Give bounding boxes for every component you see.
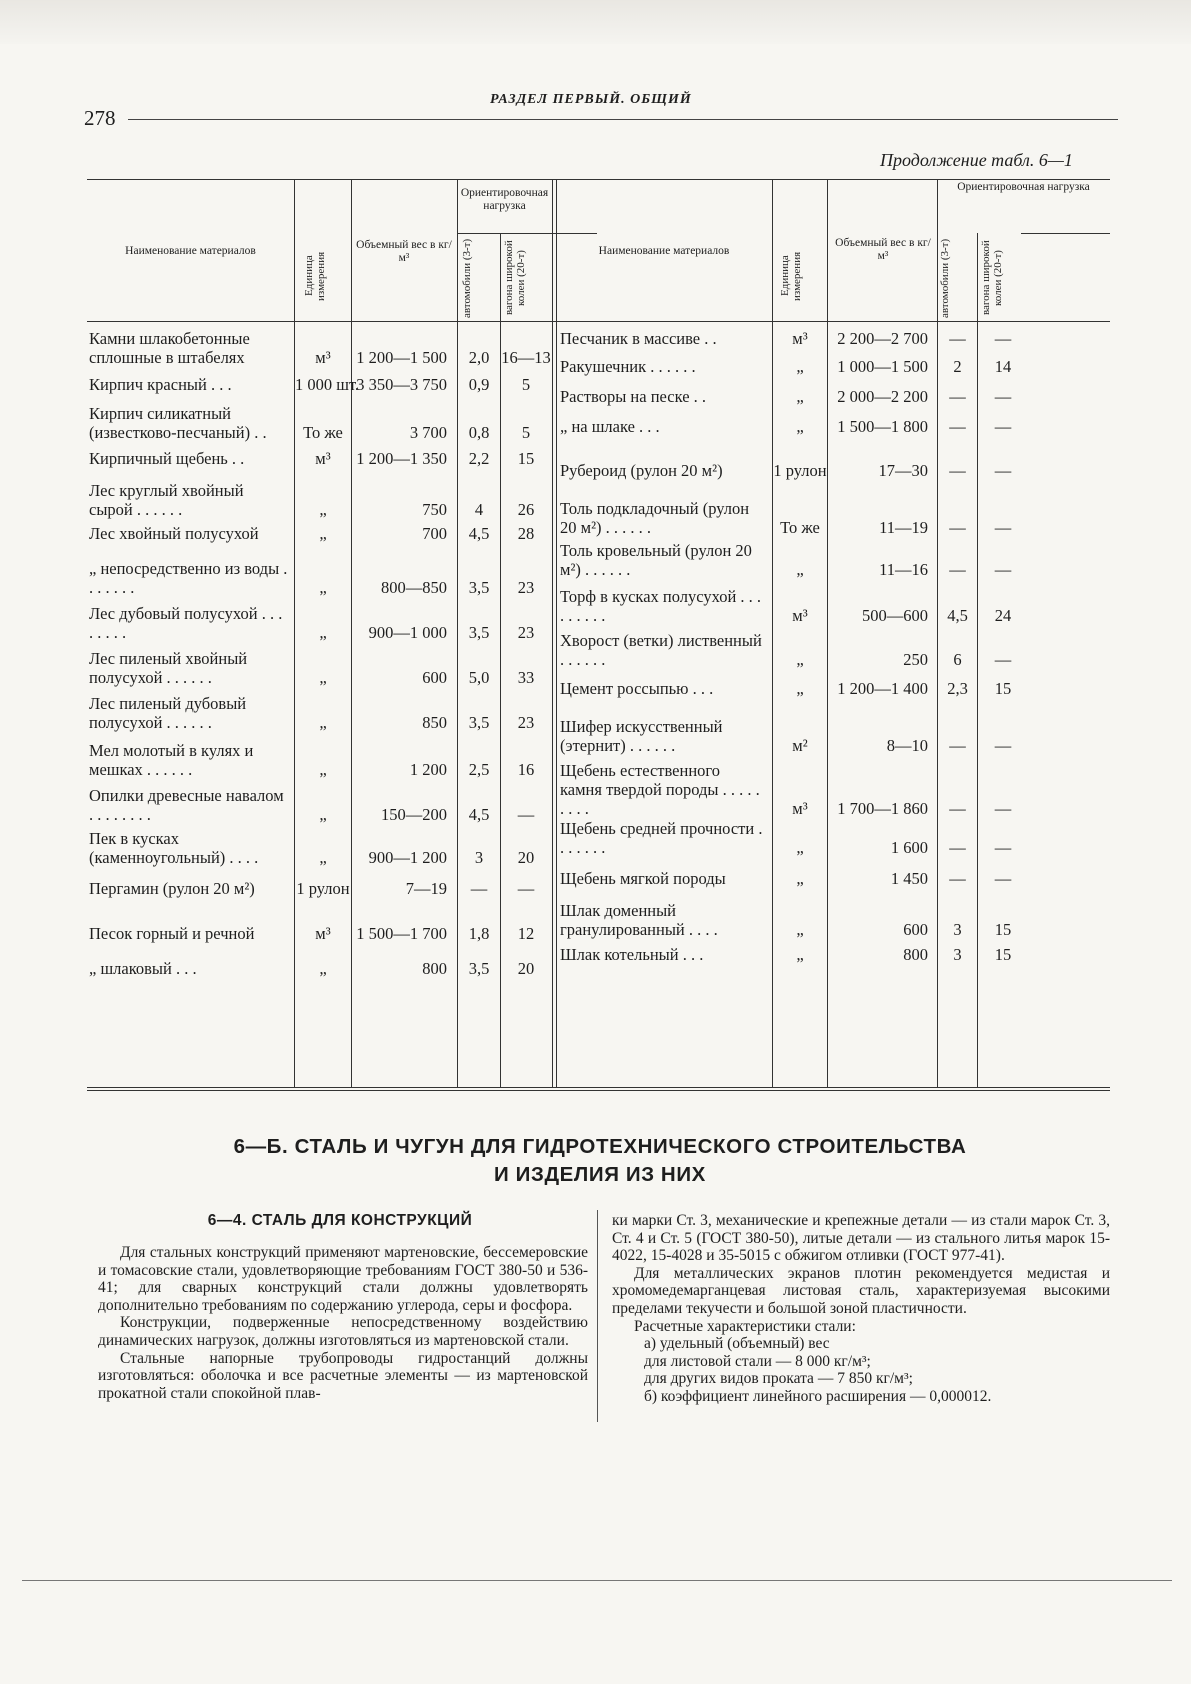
cell-auto: 2,5 bbox=[468, 760, 490, 779]
paragraph: для листовой стали — 8 000 кг/м³; bbox=[644, 1352, 871, 1370]
scan-edge-shadow bbox=[0, 0, 1191, 44]
cell-wagon: — bbox=[994, 329, 1012, 348]
cell-name: Лес пиленый хвойный полусухой . . . . . . bbox=[89, 649, 248, 687]
cell-unit: „ bbox=[796, 357, 804, 376]
cell-weight: 1 450 bbox=[890, 869, 928, 888]
cell-unit: „ bbox=[796, 560, 804, 579]
header-auto: автомобили (3-т) bbox=[461, 238, 473, 318]
cell-unit: „ bbox=[796, 417, 804, 436]
cell-wagon: 16 bbox=[517, 760, 535, 779]
cell-unit: „ bbox=[319, 668, 327, 687]
cell-wagon: 23 bbox=[517, 623, 535, 642]
cell-wagon: 23 bbox=[517, 713, 535, 732]
cell-name: Лес пиленый дубовый полусухой . . . . . . bbox=[89, 694, 247, 732]
cell-unit: м³ bbox=[315, 348, 331, 367]
cell-weight: 1 200—1 400 bbox=[837, 679, 928, 698]
cell-weight: 3 350—3 750 bbox=[356, 375, 447, 394]
materials-table bbox=[87, 179, 1110, 1090]
cell-name: Пек в кусках (каменноугольный) . . . . bbox=[89, 829, 259, 867]
header-weight: Объемный вес в кг/м³ bbox=[356, 239, 452, 264]
load-group-rule-right bbox=[1021, 233, 1110, 234]
cell-weight: 1 200 bbox=[409, 760, 447, 779]
paragraph: Расчетные характеристики стали: bbox=[634, 1317, 856, 1335]
cell-name: Мел молотый в кулях и мешках . . . . . . bbox=[89, 741, 254, 779]
cell-wagon: — bbox=[994, 650, 1012, 669]
cell-wagon: — bbox=[994, 799, 1012, 818]
table-bottom-rule-double bbox=[87, 1090, 1110, 1091]
cell-weight: 1 700—1 860 bbox=[837, 799, 928, 818]
cell-auto: 1,8 bbox=[468, 924, 490, 943]
running-head: РАЗДЕЛ ПЕРВЫЙ. ОБЩИЙ bbox=[484, 92, 698, 108]
header-wagon: вагона широкой колеи (20-т) bbox=[503, 240, 527, 316]
cell-weight: 17—30 bbox=[878, 461, 928, 480]
cell-name: Щебень естественного камня твердой породы . . . . . . . . . bbox=[560, 761, 760, 818]
cell-auto: — bbox=[949, 869, 966, 888]
cell-wagon: 15 bbox=[994, 920, 1012, 939]
paragraph: Стальные напорные трубопроводы гидростанций должны изготовляться: оболочка и все расчетные элементы — из мартеновской прокатной стали спокойной плав- bbox=[98, 1349, 588, 1402]
cell-weight: 2 000—2 200 bbox=[837, 387, 928, 406]
cell-unit: 1 рулон bbox=[773, 461, 827, 480]
cell-name: Лес круглый хвойный сырой . . . . . . bbox=[89, 481, 244, 519]
header-rule bbox=[128, 119, 1118, 120]
cell-name: Рубероид (рулон 20 м²) bbox=[560, 461, 723, 480]
cell-name: Камни шлакобетонные сплошные в штабелях bbox=[89, 329, 250, 367]
header-name: Наименование материалов bbox=[125, 245, 256, 257]
cell-wagon: — bbox=[517, 879, 535, 898]
cell-name: Толь подкладочный (рулон 20 м²) . . . . . . bbox=[560, 499, 750, 537]
cell-auto: — bbox=[949, 518, 966, 537]
cell-auto: — bbox=[949, 736, 966, 755]
cell-unit: 1 000 шт. bbox=[295, 375, 360, 394]
cell-unit: „ bbox=[796, 920, 804, 939]
cell-unit: „ bbox=[796, 869, 804, 888]
left-text-column bbox=[98, 1244, 588, 1402]
cell-unit: „ bbox=[796, 945, 804, 964]
cell-name: Лес дубовый полусухой . . . . . . . . bbox=[89, 604, 283, 642]
load-group-rule-left bbox=[457, 233, 597, 234]
cell-auto: 4,5 bbox=[947, 606, 968, 625]
cell-name: Торф в кусках полусухой . . . . . . . . . bbox=[560, 587, 762, 625]
cell-wagon: 15 bbox=[517, 449, 535, 468]
cell-weight: 1 200—1 350 bbox=[356, 449, 447, 468]
cell-name: Шифер искусственный (этернит) . . . . . . bbox=[560, 717, 723, 755]
cell-auto: 4,5 bbox=[468, 805, 490, 824]
cell-auto: 4,5 bbox=[468, 524, 490, 543]
table-continuation-note: Продолжение табл. 6—1 bbox=[880, 150, 1073, 170]
cell-wagon: 24 bbox=[994, 606, 1012, 625]
cell-auto: 3,5 bbox=[468, 623, 490, 642]
cell-name: Цемент россыпью . . . bbox=[560, 679, 714, 698]
cell-unit: м² bbox=[792, 736, 808, 755]
cell-weight: 1 200—1 500 bbox=[356, 348, 447, 367]
cell-unit: „ bbox=[319, 524, 327, 543]
paragraph: а) удельный (объемный) вес bbox=[644, 1335, 830, 1353]
cell-name: Песок горный и речной bbox=[89, 924, 255, 943]
cell-weight: 8—10 bbox=[886, 736, 928, 755]
cell-weight: 1 500—1 800 bbox=[837, 417, 928, 436]
cell-unit: „ bbox=[319, 578, 327, 597]
cell-weight: 750 bbox=[422, 500, 447, 519]
cell-wagon: 16—13 bbox=[501, 348, 551, 367]
cell-unit: „ bbox=[796, 838, 804, 857]
cell-weight: 800 bbox=[903, 945, 928, 964]
col-divider-double bbox=[556, 179, 557, 1087]
cell-unit: То же bbox=[780, 518, 820, 537]
cell-unit: „ bbox=[796, 679, 804, 698]
cell-wagon: 28 bbox=[517, 524, 535, 543]
cell-unit: „ bbox=[319, 959, 327, 978]
cell-name: Щебень средней прочности . . . . . . . bbox=[560, 819, 763, 857]
cell-wagon: 23 bbox=[517, 578, 535, 597]
cell-name: „ непосредственно из воды . . . . . . . bbox=[89, 559, 288, 597]
cell-auto: 2,0 bbox=[468, 348, 490, 367]
subsection-title: 6—4. СТАЛЬ ДЛЯ КОНСТРУКЦИЙ bbox=[207, 1212, 473, 1229]
cell-auto: — bbox=[949, 461, 966, 480]
cell-name: Опилки древесные навалом . . . . . . . . bbox=[89, 786, 284, 824]
page-number: 278 bbox=[84, 106, 116, 130]
section-title bbox=[90, 1133, 1110, 1189]
cell-name: Песчаник в массиве . . bbox=[560, 329, 717, 348]
cell-wagon: 33 bbox=[517, 668, 535, 687]
cell-weight: 3 700 bbox=[409, 423, 447, 442]
cell-wagon: — bbox=[994, 461, 1012, 480]
cell-unit: 1 рулон bbox=[296, 879, 350, 898]
cell-name: Лес хвойный полусухой bbox=[89, 524, 259, 543]
cell-weight: 850 bbox=[422, 713, 447, 732]
cell-weight: 250 bbox=[903, 650, 928, 669]
header-bottom-rule bbox=[87, 321, 1110, 322]
cell-wagon: — bbox=[517, 805, 535, 824]
cell-name: Кирпич силикатный (известково-песчаный) . . bbox=[89, 404, 267, 442]
cell-auto: 2,3 bbox=[947, 679, 968, 698]
cell-unit: м³ bbox=[792, 606, 808, 625]
cell-wagon: 5 bbox=[521, 423, 531, 442]
cell-wagon: 14 bbox=[994, 357, 1012, 376]
cell-unit: „ bbox=[319, 713, 327, 732]
cell-auto: 0,8 bbox=[468, 423, 490, 442]
cell-wagon: — bbox=[994, 387, 1012, 406]
paragraph: Для металлических экранов плотин рекомендуется медистая и хромомедемарганцевая листовая сталь, характеризуемая высокими пределами текучести и большой зоной пластичности. bbox=[612, 1264, 1110, 1317]
column-divider bbox=[597, 1210, 598, 1422]
cell-auto: 3,5 bbox=[468, 959, 490, 978]
cell-wagon: 20 bbox=[517, 848, 535, 867]
cell-unit: м³ bbox=[315, 924, 331, 943]
cell-auto: 4 bbox=[474, 500, 484, 519]
cell-unit: м³ bbox=[315, 449, 331, 468]
cell-name: Ракушечник . . . . . . bbox=[560, 357, 696, 376]
paragraph: для других видов проката — 7 850 кг/м³; bbox=[644, 1370, 913, 1388]
header-load-group: Ориентировочная нагрузка bbox=[460, 187, 549, 212]
cell-auto: 3,5 bbox=[468, 578, 490, 597]
cell-wagon: 26 bbox=[517, 500, 535, 519]
cell-name: Пергамин (рулон 20 м²) bbox=[89, 879, 255, 898]
cell-weight: 700 bbox=[422, 524, 447, 543]
cell-wagon: 20 bbox=[517, 959, 535, 978]
cell-weight: 900—1 000 bbox=[368, 623, 447, 642]
cell-auto: — bbox=[949, 329, 966, 348]
cell-name: Кирпич красный . . . bbox=[89, 375, 232, 394]
cell-wagon: 12 bbox=[517, 924, 535, 943]
cell-auto: 3 bbox=[474, 848, 484, 867]
cell-wagon: — bbox=[994, 869, 1012, 888]
cell-wagon: 15 bbox=[994, 679, 1012, 698]
cell-unit: „ bbox=[319, 760, 327, 779]
cell-unit: „ bbox=[796, 650, 804, 669]
section-title-line2: И ИЗДЕЛИЯ ИЗ НИХ bbox=[494, 1163, 706, 1186]
cell-unit: м³ bbox=[792, 799, 808, 818]
cell-auto: — bbox=[949, 799, 966, 818]
table-bottom-rule bbox=[87, 1087, 1110, 1088]
paragraph: Для стальных конструкций применяют мартеновские, бессемеровские и томасовские стали, удовлетворяющие требованиям ГОСТ 380-50 и 536-41; для сварных конструкций стали должны удовлетворять дополнительно требованиям по содержанию углерода, серы и фосфора. bbox=[98, 1244, 588, 1314]
cell-unit: „ bbox=[319, 848, 327, 867]
cell-auto: 6 bbox=[953, 650, 962, 669]
header-weight: Объемный вес в кг/м³ bbox=[835, 237, 931, 262]
cell-auto: 0,9 bbox=[468, 375, 490, 394]
header-load-group: Ориентировочная нагрузка bbox=[957, 181, 1090, 193]
cell-name: Толь кровельный (рулон 20 м²) . . . . . . bbox=[560, 541, 752, 579]
right-text-column bbox=[612, 1212, 1110, 1406]
header-unit: Единица измерения bbox=[303, 251, 327, 301]
cell-wagon: 5 bbox=[521, 375, 531, 394]
cell-weight: 11—19 bbox=[879, 518, 928, 537]
header-wagon: вагона широкой колеи (20-т) bbox=[980, 240, 1004, 316]
table-top-rule bbox=[87, 179, 1110, 180]
cell-name: Шлак котельный . . . bbox=[560, 945, 704, 964]
bottom-edge-rule bbox=[22, 1580, 1172, 1581]
cell-unit: „ bbox=[796, 387, 804, 406]
cell-auto: 2 bbox=[953, 357, 962, 376]
cell-auto: — bbox=[949, 838, 966, 857]
cell-weight: 600 bbox=[903, 920, 928, 939]
cell-auto: — bbox=[949, 560, 966, 579]
cell-weight: 600 bbox=[422, 668, 447, 687]
cell-weight: 1 000—1 500 bbox=[837, 357, 928, 376]
paragraph: ки марки Ст. 3, механические и крепежные детали — из стали марок Ст. 3, Ст. 4 и Ст. 5 (ГОСТ 380-50), литые детали — из стального литья марок 15-4022, 15-4028 и 35-5015 с обжигом отливки (ГОСТ 977-41). bbox=[612, 1212, 1110, 1265]
cell-weight: 900—1 200 bbox=[368, 848, 447, 867]
paragraph: б) коэффициент линейного расширения — 0,000012. bbox=[644, 1387, 992, 1405]
cell-unit: „ bbox=[319, 805, 327, 824]
cell-auto: 3,5 bbox=[468, 713, 490, 732]
cell-wagon: 15 bbox=[994, 945, 1012, 964]
cell-weight: 1 500—1 700 bbox=[356, 924, 447, 943]
cell-auto: — bbox=[470, 879, 488, 898]
cell-wagon: — bbox=[994, 518, 1012, 537]
cell-unit: То же bbox=[303, 423, 343, 442]
header-name: Наименование материалов bbox=[598, 245, 730, 257]
cell-unit: „ bbox=[319, 623, 327, 642]
paragraph: Конструкции, подверженные непосредственному воздействию динамических нагрузок, должны изготовляться из мартеновской стали. bbox=[98, 1314, 588, 1349]
cell-weight: 800 bbox=[422, 959, 447, 978]
cell-name: Щебень мягкой породы bbox=[560, 869, 726, 888]
col-divider bbox=[351, 179, 352, 1087]
cell-auto: 3 bbox=[953, 920, 962, 939]
cell-unit: „ bbox=[319, 500, 327, 519]
cell-auto: — bbox=[949, 417, 966, 436]
cell-name: „ шлаковый . . . bbox=[89, 959, 197, 978]
header-auto: автомобили (3-т) bbox=[939, 238, 951, 318]
cell-auto: 5,0 bbox=[468, 668, 490, 687]
cell-weight: 150—200 bbox=[381, 805, 447, 824]
cell-weight: 7—19 bbox=[405, 879, 447, 898]
header-unit: Единица измерения bbox=[779, 251, 803, 301]
cell-auto: 3 bbox=[953, 945, 962, 964]
cell-weight: 800—850 bbox=[381, 578, 447, 597]
cell-name: Кирпичный щебень . . bbox=[89, 449, 245, 468]
cell-name: Хворост (ветки) лиственный . . . . . . bbox=[560, 631, 762, 669]
cell-weight: 1 600 bbox=[890, 838, 928, 857]
col-divider bbox=[552, 179, 553, 1087]
cell-name: Шлак доменный гранулированный . . . . bbox=[560, 901, 718, 939]
cell-weight: 2 200—2 700 bbox=[837, 329, 928, 348]
section-title-line1: 6—Б. СТАЛЬ И ЧУГУН ДЛЯ ГИДРОТЕХНИЧЕСКОГО СТРОИТЕЛЬСТВА bbox=[233, 1135, 967, 1158]
cell-wagon: — bbox=[994, 560, 1012, 579]
cell-name: „ на шлаке . . . bbox=[560, 417, 660, 436]
cell-auto: 2,2 bbox=[468, 449, 490, 468]
cell-weight: 11—16 bbox=[879, 560, 928, 579]
cell-wagon: — bbox=[994, 838, 1012, 857]
cell-wagon: — bbox=[994, 736, 1012, 755]
cell-auto: — bbox=[949, 387, 966, 406]
cell-wagon: — bbox=[994, 417, 1012, 436]
cell-unit: м³ bbox=[792, 329, 808, 348]
cell-name: Растворы на песке . . bbox=[560, 387, 707, 406]
cell-weight: 500—600 bbox=[862, 606, 928, 625]
